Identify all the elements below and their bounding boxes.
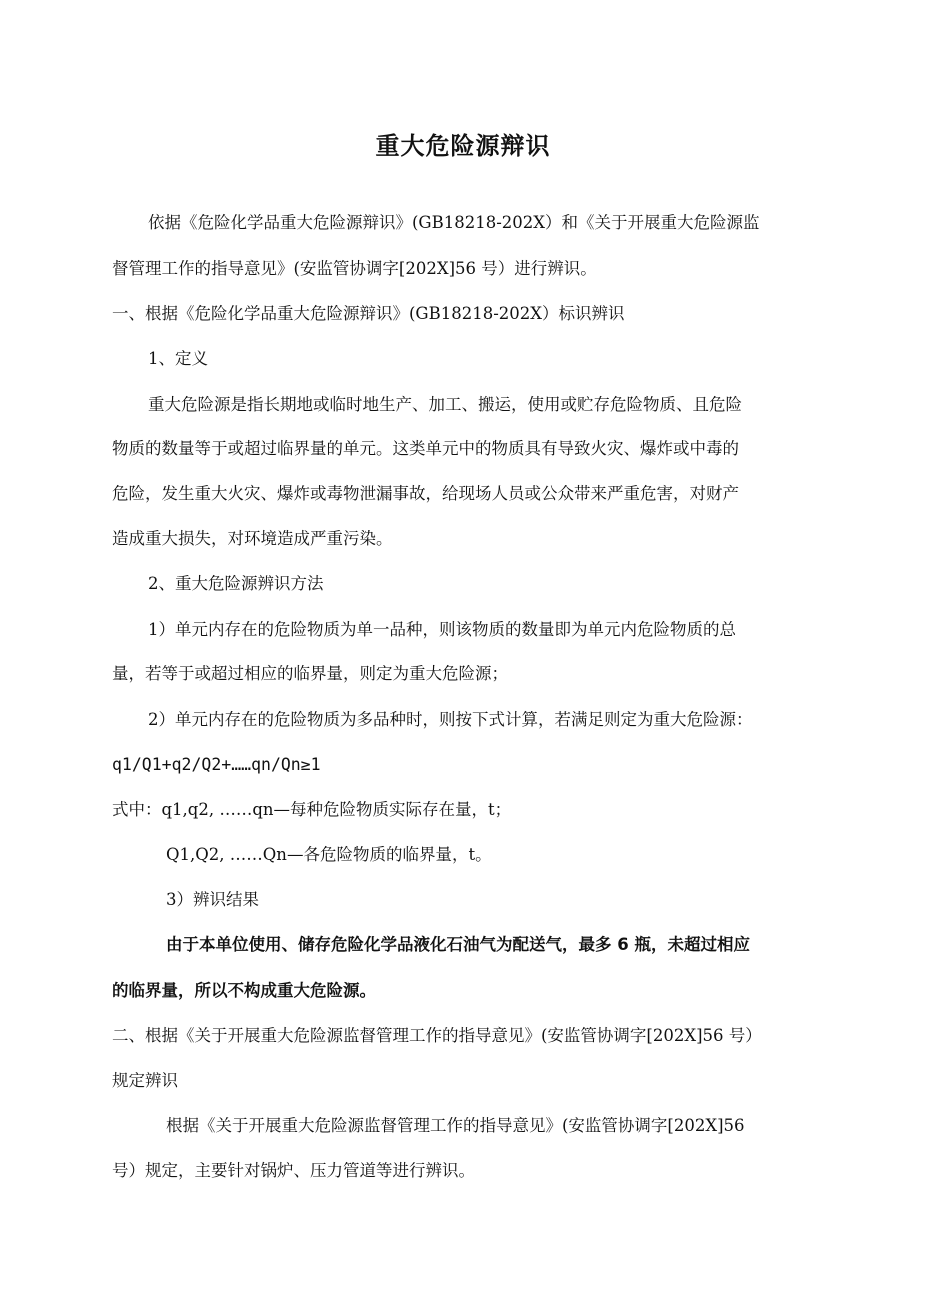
- paragraph-line: 督管理工作的指导意见》(安监管协调字[202X]56 号）进行辨识。: [112, 259, 597, 278]
- paragraph-line: 危险，发生重大火灾、爆炸或毒物泄漏事故，给现场人员或公众带来严重危害，对财产: [112, 484, 739, 503]
- subsection-heading: 1、定义: [148, 349, 208, 368]
- paragraph-line: 量，若等于或超过相应的临界量，则定为重大危险源；: [112, 664, 508, 683]
- formula-line: q1/Q1+q2/Q2+……qn/Qn≥1: [112, 755, 321, 774]
- paragraph-line: 重大危险源是指长期地或临时地生产、加工、搬运，使用或贮存危险物质、且危险: [148, 395, 742, 414]
- document-title: 重大危险源辩识: [375, 132, 551, 160]
- section-heading: 规定辨识: [112, 1071, 178, 1090]
- paragraph-line: 造成重大损失，对环境造成严重污染。: [112, 529, 393, 548]
- result-text: 的临界量，所以不构成重大危险源。: [112, 981, 376, 1000]
- subsection-heading: 3）辨识结果: [166, 890, 259, 909]
- paragraph-line: 依据《危险化学品重大危险源辩识》(GB18218-202X）和《关于开展重大危险源监: [148, 213, 760, 232]
- section-heading: 一、根据《危险化学品重大危险源辩识》(GB18218-202X）标识辨识: [112, 304, 625, 323]
- formula-explanation: Q1,Q2, ……Qn—各危险物质的临界量，t。: [166, 845, 492, 864]
- formula-explanation: 式中：q1,q2, ……qn—每种危险物质实际存在量，t；: [112, 800, 512, 819]
- result-text: 由于本单位使用、储存危险化学品液化石油气为配送气，最多 6 瓶，未超过相应: [166, 935, 750, 954]
- paragraph-line: 物质的数量等于或超过临界量的单元。这类单元中的物质具有导致火灾、爆炸或中毒的: [112, 439, 739, 458]
- section-heading: 二、根据《关于开展重大危险源监督管理工作的指导意见》(安监管协调字[202X]56 号）: [112, 1026, 762, 1045]
- subsection-heading: 2、重大危险源辨识方法: [148, 574, 324, 593]
- paragraph-line: 号）规定，主要针对锅炉、压力管道等进行辨识。: [112, 1161, 475, 1180]
- paragraph-line: 2）单元内存在的危险物质为多品种时，则按下式计算，若满足则定为重大危险源：: [148, 710, 753, 729]
- paragraph-line: 1）单元内存在的危险物质为单一品种，则该物质的数量即为单元内危险物质的总: [148, 620, 736, 639]
- paragraph-line: 根据《关于开展重大危险源监督管理工作的指导意见》(安监管协调字[202X]56: [166, 1116, 745, 1135]
